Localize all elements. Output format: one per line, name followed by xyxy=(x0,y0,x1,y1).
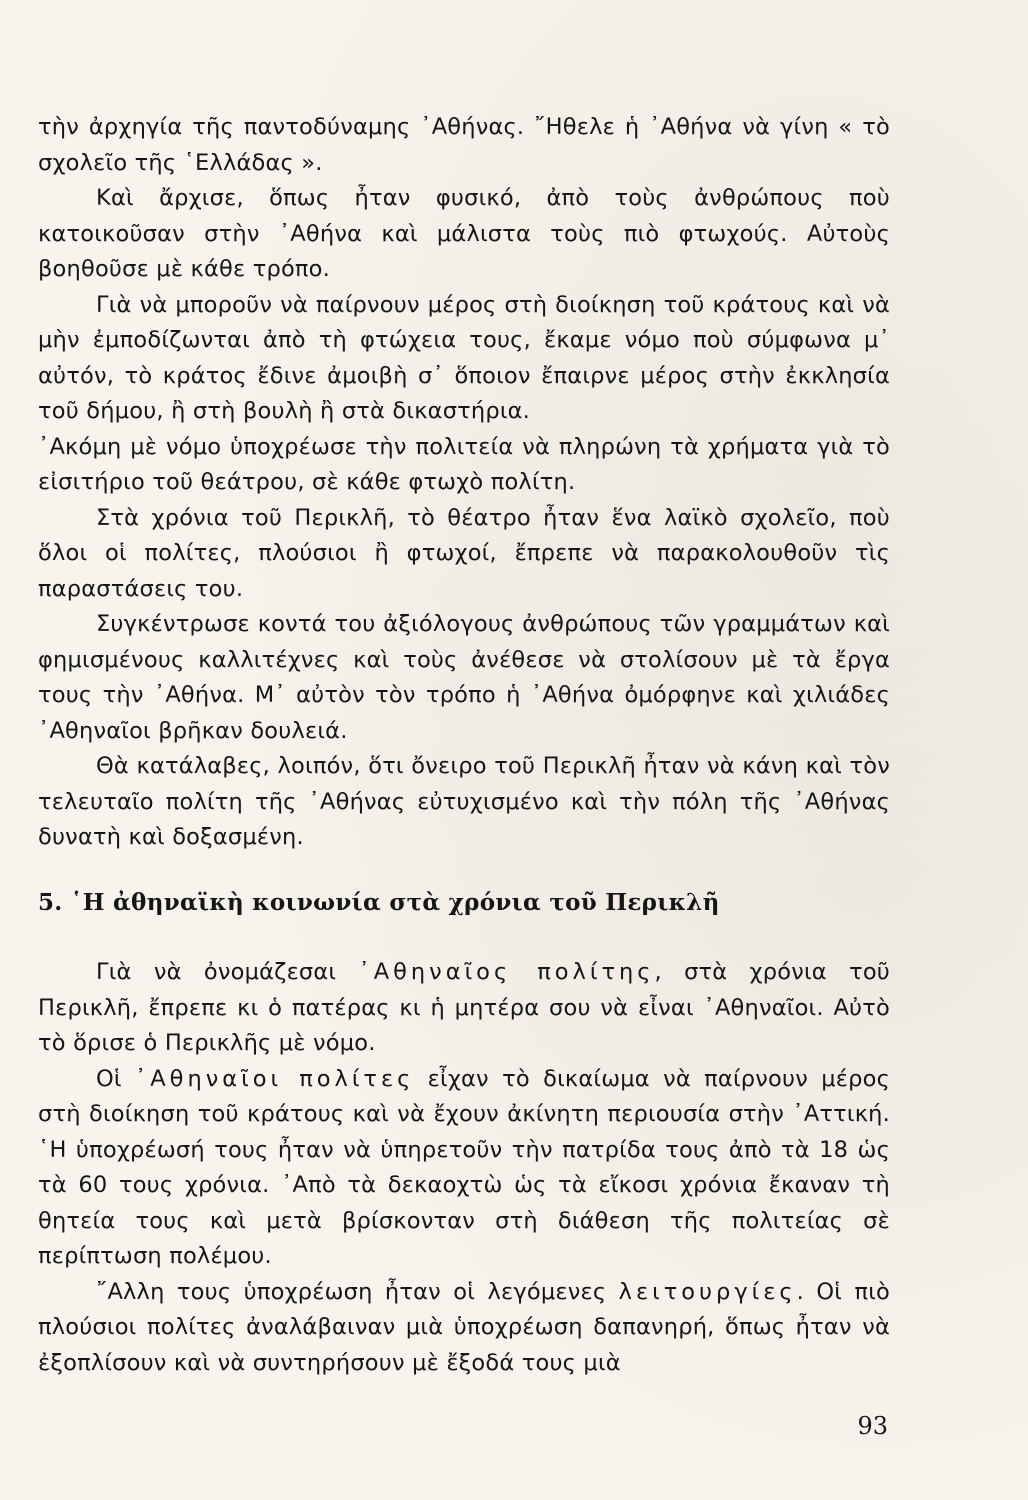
section-paragraph-1 xyxy=(38,955,890,1062)
paragraph-2: Καὶ ἄρχισε, ὅπως ἦταν φυσικό, ἀπὸ τοὺς ἀνθρώπους ποὺ κατοικοῦσαν στὴν ᾿Αθήνα καὶ μάλιστα τοὺς πιὸ φτωχούς. Αὐτοὺς βοηθοῦσε μὲ κάθε τρόπο. xyxy=(38,185,890,282)
section-paragraph-1-before: Γιὰ νὰ ὀνομάζεσαι xyxy=(96,959,359,985)
section-paragraph-3 xyxy=(38,1275,890,1382)
section-paragraph-2-after: εἶχαν τὸ δικαίωμα νὰ παίρνουν μέρος στὴ διοίκηση τοῦ κράτους καὶ νὰ ἔχουν ἀκίνητη περιουσία στὴν ᾿Αττική. ῾Η ὑποχρέωσή τους ἦταν νὰ ὑπηρετοῦν τὴν πατρίδα τους ἀπὸ τὰ 18 ὡς τὰ 60 τους χρόνια. ᾿Απὸ τὰ δεκαοχτὼ ὡς τὰ εἴκοσι χρόνια ἔκαναν τὴ θητεία τους καὶ μετὰ βρίσκονταν στὴ διάθεση τῆς πολιτείας σὲ περίπτωση πολέμου. xyxy=(38,1065,890,1269)
section-paragraph-2-before: Οἱ xyxy=(96,1065,136,1092)
paragraph-6: Συγκέντρωσε κοντά του ἀξιόλογους ἀνθρώπους τῶν γραμμάτων καὶ φημισμένους καλλιτέχνες καὶ τοὺς ἀνέθεσε νὰ στολίσουν μὲ τὰ ἔργα τους τὴν ᾿Αθήνα. Μ᾿ αὐτὸν τὸν τρόπο ἡ ᾿Αθήνα ὀμόρφηνε καὶ χιλιάδες ᾿Αθηναῖοι βρῆκαν δουλειά. xyxy=(38,611,890,744)
section-paragraph-1-after: , στὰ χρόνια τοῦ Περικλῆ, ἔπρεπε κι ὁ πατέρας κι ἡ μητέρα σου νὰ εἶναι ᾿Αθηναῖοι. Αὐτὸ τὸ ὅρισε ὁ Περικλῆς μὲ νόμο. xyxy=(38,959,891,1056)
section-heading: 5. ῾Η ἀθηναϊκὴ κοινωνία στὰ χρόνια τοῦ Περικλῆ xyxy=(38,889,720,916)
section-paragraph-2-spaced: ᾿Αθηναῖοι πολίτες xyxy=(135,1065,415,1092)
section-paragraph-2 xyxy=(38,1062,890,1275)
section-paragraph-1-spaced: ᾿Αθηναῖος πολίτης xyxy=(358,959,655,985)
paragraph-4: ᾿Ακόμη μὲ νόμο ὑποχρέωσε τὴν πολιτεία νὰ πληρώνη τὰ χρήματα γιὰ τὸ εἰσιτήριο τοῦ θεάτρου, σὲ κάθε φτωχὸ πολίτη. xyxy=(38,433,890,495)
paragraph-7: Θὰ κατάλαβες, λοιπόν, ὅτι ὄνειρο τοῦ Περικλῆ ἦταν νὰ κάνη καὶ τὸν τελευταῖο πολίτη τῆς ᾿Αθήνας εὐτυχισμένο καὶ τὴν πόλη τῆς ᾿Αθήνας δυνατὴ καὶ δοξασμένη. xyxy=(38,753,890,850)
upper-text-block xyxy=(38,110,890,856)
section-paragraph-3-spaced: λειτουργίες xyxy=(618,1278,797,1305)
paragraph-5: Στὰ χρόνια τοῦ Περικλῆ, τὸ θέατρο ἦταν ἕνα λαϊκὸ σχολεῖο, ποὺ ὅλοι οἱ πολίτες, πλούσιοι ἢ φτωχοί, ἔπρεπε νὰ παρακολουθοῦν τὶς παραστάσεις του. xyxy=(38,504,890,602)
section-paragraph-3-after: . Οἱ πιὸ πλούσιοι πολίτες ἀναλάβαιναν μιὰ ὑποχρέωση δαπανηρή, ὅπως ἦταν νὰ ἐξοπλίσουν καὶ νὰ συντηρήσουν μὲ ἔξοδά τους μιὰ xyxy=(38,1278,890,1376)
paragraph-1: τὴν ἀρχηγία τῆς παντοδύναμης ᾿Αθήνας. ῎Ηθελε ἡ ᾿Αθήνα νὰ γίνη « τὸ σχολεῖο τῆς ῾Ελλάδας ». xyxy=(38,114,890,176)
section-paragraph-3-before: ῎Αλλη τους ὑποχρέωση ἦταν οἱ λεγόμενες xyxy=(96,1278,619,1305)
page-number: 93 xyxy=(857,1412,888,1440)
lower-text-block xyxy=(38,955,890,1381)
paragraph-3: Γιὰ νὰ μποροῦν νὰ παίρνουν μέρος στὴ διοίκηση τοῦ κράτους καὶ νὰ μὴν ἐμποδίζωνται ἀπὸ τὴ φτώχεια τους, ἔκαμε νόμο ποὺ σύμφωνα μ᾿ αὐτόν, τὸ κράτος ἔδινε ἀμοιβὴ σ᾿ ὅποιον ἔπαιρνε μέρος στὴν ἐκκλησία τοῦ δήμου, ἢ στὴ βουλὴ ἢ στὰ δικαστήρια. xyxy=(38,291,890,424)
